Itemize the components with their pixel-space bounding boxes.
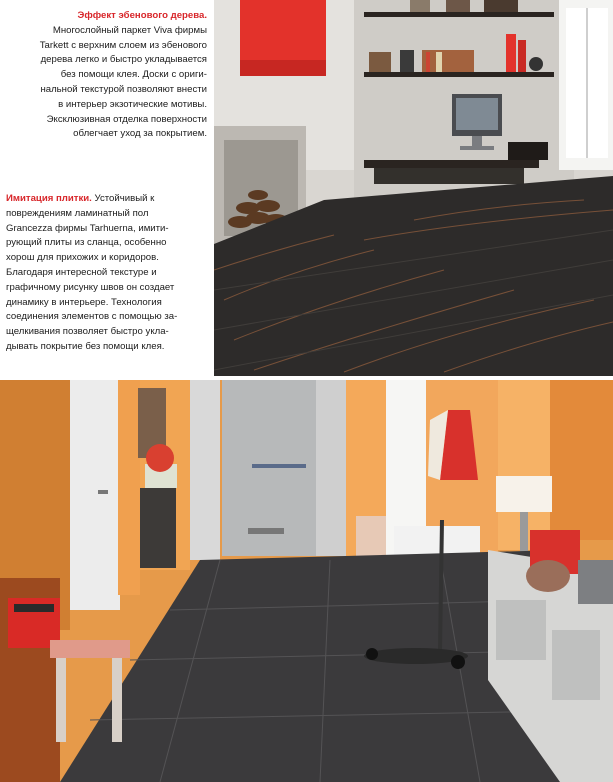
text-block-tile [6,192,177,355]
text-block-ebony [40,9,207,142]
text-line: дерева легко и быстро укладывается [40,54,207,66]
tile-first-line [6,192,177,207]
text-line: нальной текстурой позволяют внести [40,83,207,95]
text-line: в интерьер экзотические мотивы. [58,98,207,110]
text-line: Эксклюзивная отделка поверхности [46,113,207,125]
text-line: Благодаря интересной текстуре и [6,266,157,278]
text-line: графичному рисунку швов он создает [6,281,175,293]
tile-heading: Имитация плитки. [6,193,92,204]
text-line: щелкивания позволяет быстро укла- [6,326,169,338]
text-line: без помощи клея. Доски с ориги- [60,69,207,81]
text-line: рующий плиты из сланца, особенно [6,237,167,249]
tile-first-line-rest: Устойчивый к [91,193,155,204]
text-line: Tarkett с верхним слоем из эбенового [39,39,207,51]
text-line: Многослойный паркет Viva фирмы [52,24,207,36]
hallway-photo [0,380,613,782]
text-line: соединения элементов с помощью за- [6,311,178,323]
text-line: Grancezza фирмы Tarhuerna, имити- [6,222,169,234]
text-line: облегчает уход за покрытием. [73,128,207,140]
living-room-photo [214,0,613,376]
text-line: динамику в интерьере. Технология [6,296,162,308]
text-line: дывать покрытие без помощи клея. [6,340,165,352]
text-line: хорош для прихожих и коридоров. [6,252,159,264]
ebony-heading: Эффект эбенового дерева. [77,10,207,21]
text-line: повреждениям ламинатный пол [6,207,149,219]
